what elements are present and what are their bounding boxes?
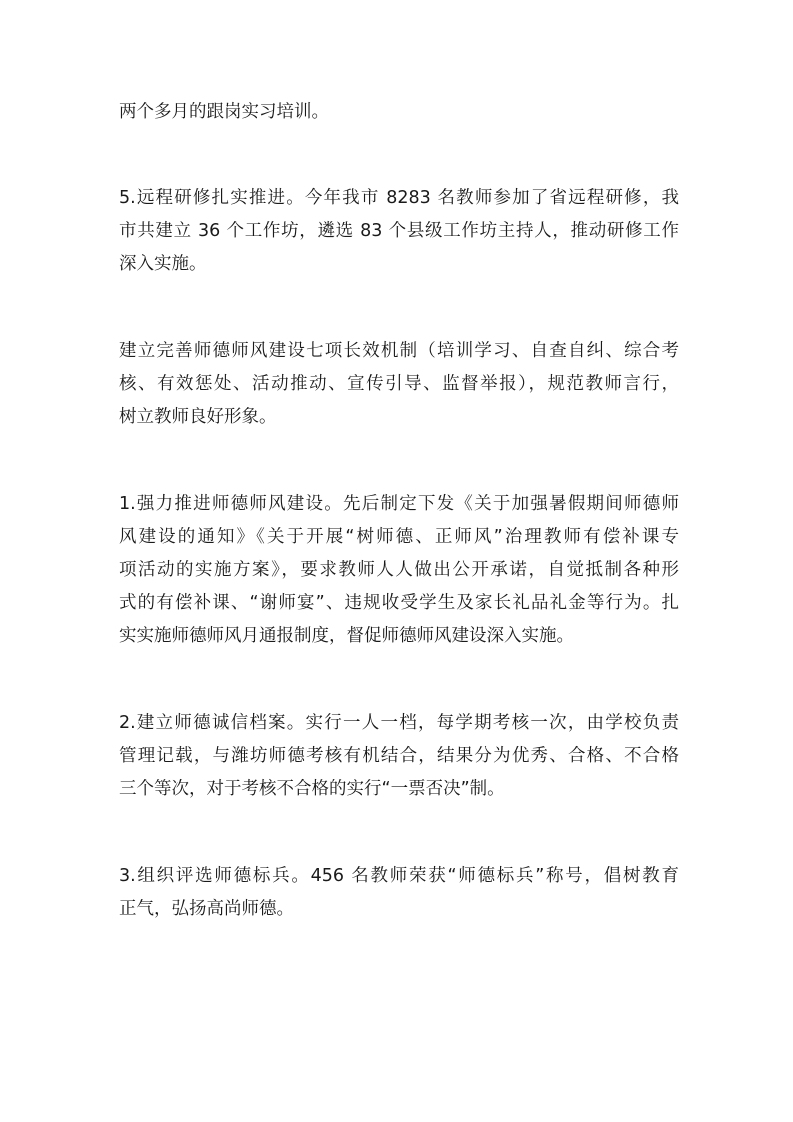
- document-body: [119, 96, 679, 926]
- text-line: 三个等次，对于考核不合格的实行“一票否决”制。: [119, 779, 505, 799]
- paragraph-training-summary: [119, 96, 679, 129]
- text-line: 实实施师德师风月通报制度，督促师德师风建设深入实施。: [119, 626, 574, 646]
- paragraph-model-teachers: [119, 860, 679, 926]
- paragraph-integrity-files: [119, 707, 679, 806]
- text-line: 3.组织评选师德标兵。456 名教师荣获“师德标兵”称号，倡树教育: [119, 866, 679, 886]
- text-line: 式的有偿补课、“谢师宴”、违规收受学生及家长礼品礼金等行为。扎: [119, 593, 679, 613]
- paragraph-ethics-promotion: [119, 488, 679, 653]
- text-line: 核、有效惩处、活动推动、宣传引导、监督举报），规范教师言行，: [119, 374, 679, 394]
- text-line: 风建设的通知》《关于开展“树师德、正师风”治理教师有偿补课专: [119, 527, 679, 547]
- paragraph-remote-study: [119, 182, 679, 281]
- paragraph-ethics-mechanism: [119, 335, 679, 434]
- text-line: 项活动的实施方案》，要求教师人人做出公开承诺，自觉抵制各种形: [119, 560, 679, 580]
- text-line: 管理记载，与潍坊师德考核有机结合，结果分为优秀、合格、不合格: [119, 746, 679, 766]
- text-line: 建立完善师德师风建设七项长效机制（培训学习、自查自纠、综合考: [119, 341, 679, 361]
- text-line: 两个多月的跟岗实习培训。: [119, 102, 329, 122]
- text-line: 正气，弘扬高尚师德。: [119, 899, 294, 919]
- text-line: 1.强力推进师德师风建设。先后制定下发《关于加强暑假期间师德师: [119, 494, 679, 514]
- text-line: 5.远程研修扎实推进。今年我市 8283 名教师参加了省远程研修，我: [119, 188, 679, 208]
- text-line: 深入实施。: [119, 254, 207, 274]
- text-line: 市共建立 36 个工作坊，遴选 83 个县级工作坊主持人，推动研修工作: [119, 221, 679, 241]
- text-line: 2.建立师德诚信档案。实行一人一档，每学期考核一次，由学校负责: [119, 713, 679, 733]
- text-line: 树立教师良好形象。: [119, 407, 277, 427]
